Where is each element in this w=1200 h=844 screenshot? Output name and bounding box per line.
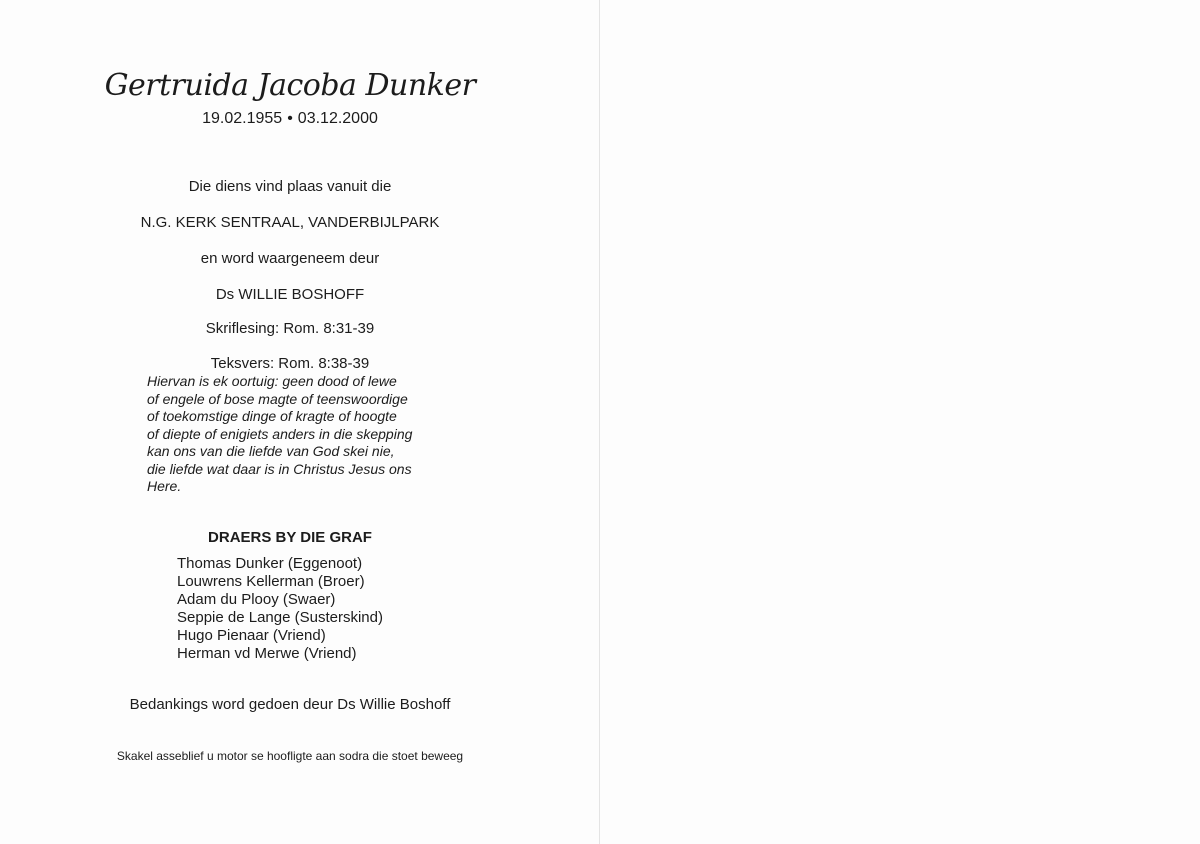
text-verse bbox=[147, 373, 437, 496]
verse-line: of engele of bose magte of teenswoordige bbox=[147, 390, 408, 407]
verse-line: Hiervan is ek oortuig: geen dood of lewe bbox=[147, 373, 397, 389]
conducted-by: en word waargeneem deur bbox=[200, 250, 380, 267]
bearer-name: Hugo Pienaar (Vriend) bbox=[177, 627, 326, 644]
bearer-name: Adam du Plooy (Swaer) bbox=[177, 591, 336, 608]
death-date: 03.12.2000 bbox=[297, 110, 378, 127]
church-name: N.G. KERK SENTRAAL, VANDERBIJLPARK bbox=[140, 214, 440, 231]
minister-name: Ds WILLIE BOSHOFF bbox=[215, 286, 365, 303]
headlights-notice: Skakel asseblief u motor se hoofligte aan sodra die stoet beweeg bbox=[116, 749, 464, 763]
birth-date: 19.02.1955 bbox=[202, 110, 283, 127]
text-verse-reference: Teksvers: Rom. 8:38-39 bbox=[210, 355, 370, 372]
bearers-list bbox=[177, 555, 383, 663]
verse-line: kan ons van die liefde van God skei nie, bbox=[147, 443, 395, 459]
service-intro: Die diens vind plaas vanuit die bbox=[188, 178, 392, 195]
right-page bbox=[600, 0, 1200, 844]
verse-line: die liefde wat daar is in Christus Jesus ons bbox=[147, 460, 412, 477]
bearers-heading: DRAERS BY DIE GRAF bbox=[208, 529, 372, 546]
thanks-note: Bedankings word gedoen deur Ds Willie Boshoff bbox=[129, 696, 451, 713]
left-page bbox=[0, 0, 599, 844]
scripture-reading: Skriflesing: Rom. 8:31-39 bbox=[205, 320, 375, 337]
date-separator: • bbox=[287, 110, 293, 127]
verse-line: of toekomstige dinge of kragte of hoogte bbox=[147, 408, 397, 424]
bearer-name: Thomas Dunker (Eggenoot) bbox=[177, 555, 363, 572]
deceased-name: Gertruida Jacoba Dunker bbox=[104, 68, 476, 103]
bearer-name: Seppie de Lange (Susterskind) bbox=[177, 609, 383, 626]
verse-line: Here. bbox=[147, 478, 182, 494]
bearer-name: Louwrens Kellerman (Broer) bbox=[177, 573, 365, 590]
life-dates bbox=[90, 110, 490, 128]
verse-line: of diepte of enigiets anders in die skepping bbox=[147, 425, 413, 442]
bearer-name: Herman vd Merwe (Vriend) bbox=[177, 645, 357, 662]
